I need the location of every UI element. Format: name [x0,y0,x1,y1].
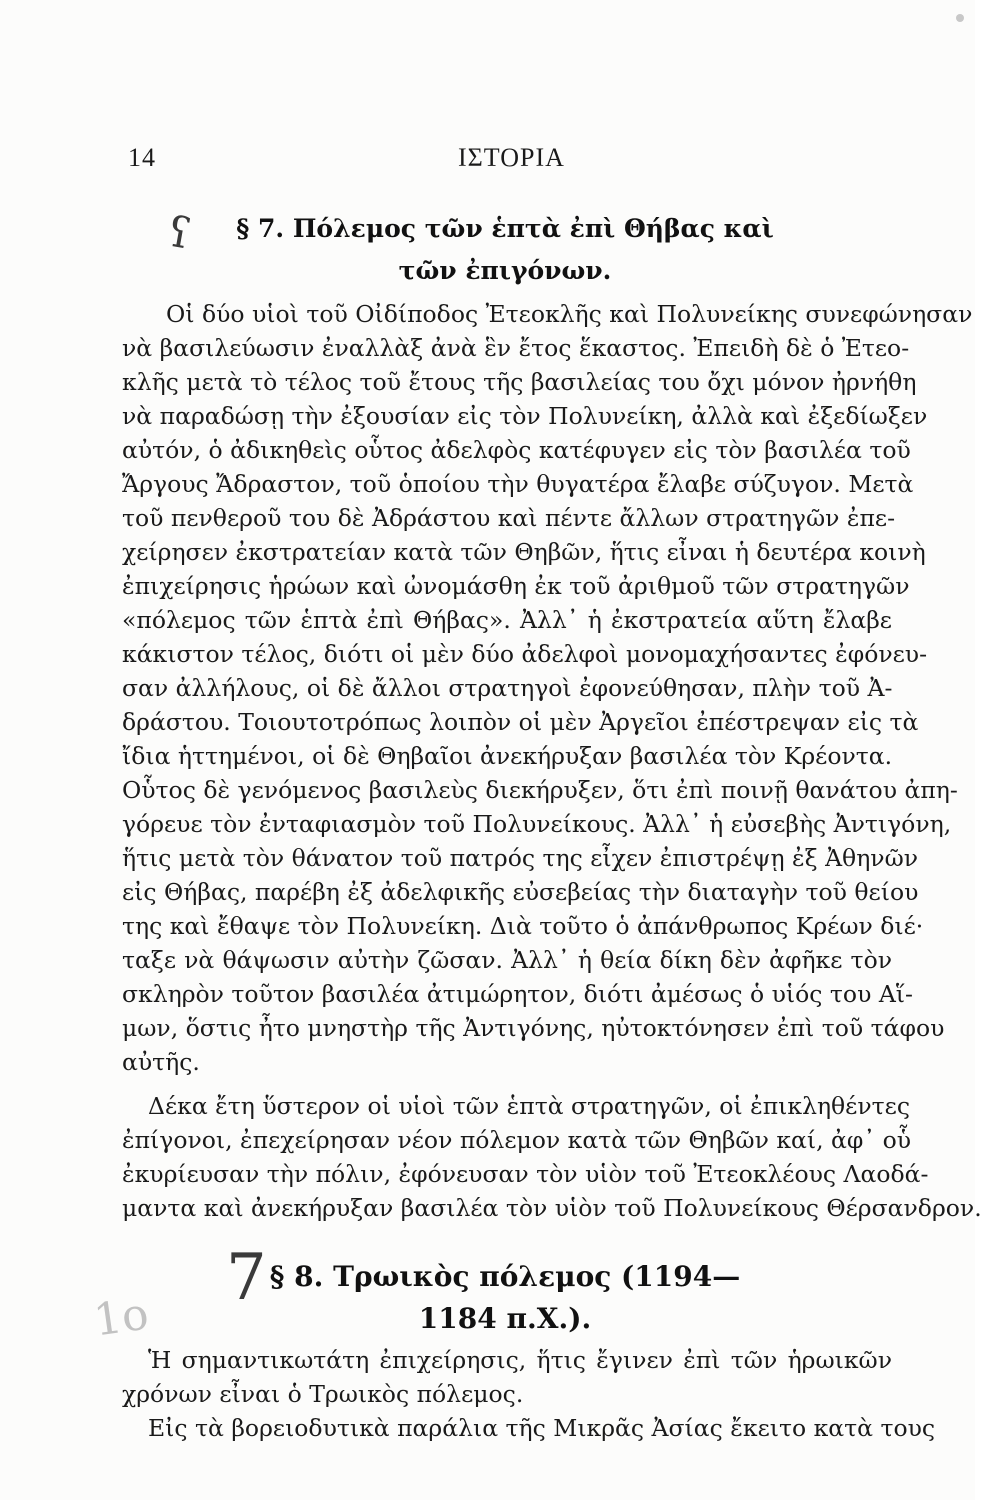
section-7-line: νὰ παραδώσῃ τὴν ἐξουσίαν εἰς τὸν Πολυνείκη, ἀλλὰ καὶ ἐξεδίωξεν [122,402,928,430]
section-7-line: δράστου. Τοιουτοτρόπως λοιπὸν οἱ μὲν Ἀργεῖοι ἐπέστρεψαν εἰς τὰ [122,708,919,736]
section-7-line: εἰς Θήβας, παρέβη ἐξ ἀδελφικῆς εὐσεβείας τὴν διαταγὴν τοῦ θείου [122,878,919,906]
section-7-heading-line-1: § 7. Πόλεμος τῶν ἑπτὰ ἐπὶ Θήβας καὶ [236,214,774,243]
section-7-line: γόρευε τὸν ἐνταφιασμὸν τοῦ Πολυνείκους. Ἀλλ᾽ ἡ εὐσεβὴς Ἀντιγόνη, [122,810,952,838]
page-number: 14 [128,143,156,172]
section-7-line: σαν ἀλλήλους, οἱ δὲ ἄλλοι στρατηγοὶ ἐφονεύθησαν, πλὴν τοῦ Ἀ- [122,674,893,702]
section-7-line: αὐτῆς. [122,1048,200,1076]
section-8-heading-line-1: § 8. Τρωικὸς πόλεμος (1194— [269,1260,741,1293]
section-7-line: Οὗτος δὲ γενόμενος βασιλεὺς διεκήρυξεν, ὅτι ἐπὶ ποινῇ θανάτου ἀπη- [122,776,958,804]
section-8-line: Εἰς τὰ βορειοδυτικὰ παράλια τῆς Μικρᾶς Ἀσίας ἔκειτο κατὰ τους [148,1414,936,1442]
section-7-line: μων, ὅστις ἦτο μνηστὴρ τῆς Ἀντιγόνης, ηὐτοκτόνησεν ἐπὶ τοῦ τάφου [122,1014,945,1042]
handwritten-seven-mark: 7 [226,1241,267,1315]
handwritten-bracket-mark: ʕ [164,206,195,259]
section-7-line: σκληρὸν τοῦτον βασιλέα ἀτιμώρητον, διότι ἀμέσως ὁ υἱός του Αἵ- [122,980,913,1008]
section-8-line: Ἡ σημαντικωτάτη ἐπιχείρησις, ἥτις ἔγινεν ἐπὶ τῶν ἡρωικῶν [148,1346,892,1374]
section-7-heading [120,208,890,292]
faint-margin-mark: 1ο [90,1288,152,1347]
section-7-line: αὐτόν, ὁ ἀδικηθεὶς οὗτος ἀδελφὸς κατέφυγεν εἰς τὸν βασιλέα τοῦ [122,436,911,464]
section-7-line: της καὶ ἔθαψε τὸν Πολυνείκη. Διὰ τοῦτο ὁ ἀπάνθρωπος Κρέων διέ· [122,912,924,940]
section-7-line: νὰ βασιλεύωσιν ἐναλλὰξ ἀνὰ ἓν ἔτος ἕκαστος. Ἐπειδὴ δὲ ὁ Ἐτεο- [122,334,910,362]
paper-speck [956,14,964,22]
section-8-heading [120,1256,890,1340]
section-7-line: ταξε νὰ θάψωσιν αὐτὴν ζῶσαν. Ἀλλ᾽ ἡ θεία δίκη δὲν ἀφῆκε τὸν [122,946,892,974]
section-7-para-2-line: ἐπίγονοι, ἐπεχείρησαν νέον πόλεμον κατὰ τῶν Θηβῶν καί, ἀφ᾽ οὗ [122,1126,912,1154]
section-8-heading-line-2: 1184 π.Χ.). [418,1302,592,1335]
section-7-line: Οἱ δύο υἱοὶ τοῦ Οἰδίποδος Ἐτεοκλῆς καὶ Πολυνείκης συνεφώνησαν [166,300,973,328]
section-7-line: Ἄργους Ἄδραστον, τοῦ ὁποίου τὴν θυγατέρα ἔλαβε σύζυγον. Μετὰ [122,470,914,498]
section-7-line: κλῆς μετὰ τὸ τέλος τοῦ ἔτους τῆς βασιλείας του ὄχι μόνον ἠρνήθη [122,368,917,396]
section-7-line: κάκιστον τέλος, διότι οἱ μὲν δύο ἀδελφοὶ μονομαχήσαντες ἐφόνευ- [122,640,928,668]
section-7-para-2-line: μαντα καὶ ἀνεκήρυξαν βασιλέα τὸν υἱὸν τοῦ Πολυνείκους Θέρσανδρον. [122,1194,982,1222]
section-7-line: ἐπιχείρησις ἡρώων καὶ ὠνομάσθη ἐκ τοῦ ἀριθμοῦ τῶν στρατηγῶν [122,572,910,600]
section-7-line: τοῦ πενθεροῦ του δὲ Ἀδράστου καὶ πέντε ἄλλων στρατηγῶν ἐπε- [122,504,896,532]
running-title: ΙΣΤΟΡΙΑ [458,143,565,172]
section-7-heading-line-2: τῶν ἐπιγόνων. [398,256,612,285]
section-7-para-2-line: ἐκυρίευσαν τὴν πόλιν, ἐφόνευσαν τὸν υἱὸν τοῦ Ἐτεοκλέους Λαοδά- [122,1160,929,1188]
running-head [128,143,888,177]
section-8-line: χρόνων εἶναι ὁ Τρωικὸς πόλεμος. [122,1380,524,1408]
section-7-line: ἥτις μετὰ τὸν θάνατον τοῦ πατρός της εἶχεν ἐπιστρέψῃ ἐξ Ἀθηνῶν [122,844,919,872]
section-7-line: «πόλεμος τῶν ἑπτὰ ἐπὶ Θήβας». Ἀλλ᾽ ἡ ἐκστρατεία αὕτη ἔλαβε [122,606,892,634]
section-7-line: ἴδια ἡττημένοι, οἱ δὲ Θηβαῖοι ἀνεκήρυξαν βασιλέα τὸν Κρέοντα. [122,742,893,770]
section-7-para-2-line: Δέκα ἔτη ὕστερον οἱ υἱοὶ τῶν ἑπτὰ στρατηγῶν, οἱ ἐπικληθέντες [148,1092,910,1120]
section-7-line: χείρησεν ἐκστρατείαν κατὰ τῶν Θηβῶν, ἥτις εἶναι ἡ δευτέρα κοινὴ [122,538,926,566]
